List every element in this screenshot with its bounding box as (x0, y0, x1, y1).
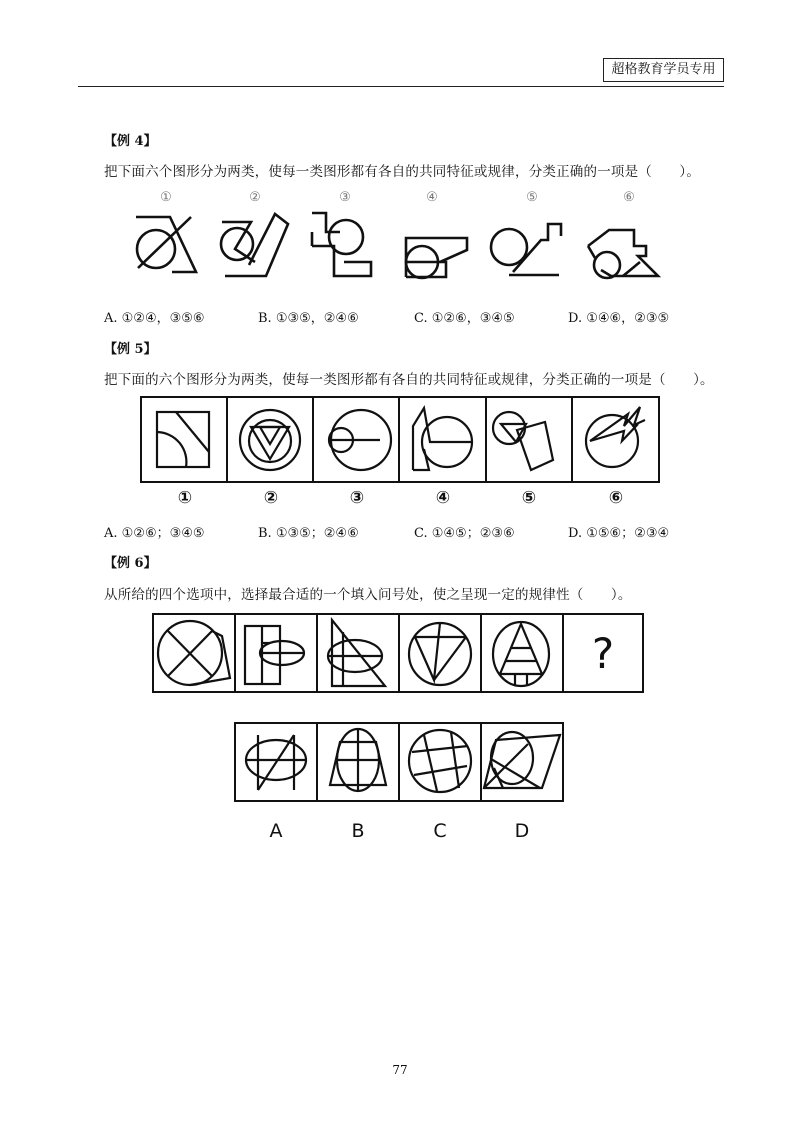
ex6-title: 【例 6】 (104, 556, 157, 571)
ex5-option-a: A. ①②⑥；③④⑤ (104, 526, 205, 541)
ex4-option-c: C. ①②⑥，③④⑤ (414, 311, 515, 326)
ex6-answer-a-label: A (269, 820, 283, 842)
ex4-label-2: ② (249, 190, 261, 205)
ex4-option-b: B. ①③⑤，②④⑥ (258, 311, 359, 326)
ex4-label-5: ⑤ (526, 190, 538, 205)
ex4-label-1: ① (160, 190, 172, 205)
ex5-title: 【例 5】 (104, 342, 157, 357)
ex4-question: 把下面六个图形分为两类，使每一类图形都有各自的共同特征或规律，分类正确的一项是（ ）。 (104, 164, 701, 180)
ex6-answer-d-label: D (514, 820, 530, 842)
ex4-label-3: ③ (339, 190, 351, 205)
ex5-label-5: ⑤ (521, 488, 537, 508)
ex4-title: 【例 4】 (104, 134, 157, 149)
ex5-label-1: ① (177, 488, 193, 508)
ex5-question: 把下面的六个图形分为两类，使每一类图形都有各自的共同特征或规律，分类正确的一项是（ ）。 (104, 372, 714, 388)
ex4-option-a: A. ①②④，③⑤⑥ (104, 311, 205, 326)
ex6-answer-c-label: C (433, 820, 447, 842)
ex6-answer-b-label: B (351, 820, 365, 842)
ex6-answer-b-figure (330, 729, 386, 791)
ex5-label-6: ⑥ (608, 488, 624, 508)
ex6-figure-3 (328, 620, 385, 686)
ex5-option-d: D. ①⑤⑥；②③④ (568, 526, 670, 541)
ex4-option-d: D. ①④⑥，②③⑤ (568, 311, 670, 326)
ex6-answer-d-figure (484, 732, 560, 788)
ex5-label-4: ④ (435, 488, 451, 508)
page-number: 77 (392, 1063, 408, 1077)
ex4-label-4: ④ (426, 190, 438, 205)
ex6-figure-4 (409, 623, 471, 685)
ex6-figure-2 (245, 626, 304, 684)
ex6-figure-5 (493, 622, 549, 686)
ex4-label-6: ⑥ (623, 190, 635, 205)
ex6-question-mark: ? (591, 628, 615, 678)
ex6-question: 从所给的四个选项中，选择最合适的一个填入问号处，使之呈现一定的规律性（ ）。 (104, 587, 632, 603)
header-badge: 超格教育学员专用 (603, 58, 724, 82)
ex5-label-2: ② (263, 488, 279, 508)
ex6-answer-a-figure (246, 735, 306, 790)
ex5-label-3: ③ (349, 488, 365, 508)
ex6-figure-1 (158, 621, 230, 685)
ex5-option-c: C. ①④⑤；②③⑥ (414, 526, 515, 541)
ex5-option-b: B. ①③⑤；②④⑥ (258, 526, 359, 541)
ex6-answer-c-figure (409, 730, 471, 792)
